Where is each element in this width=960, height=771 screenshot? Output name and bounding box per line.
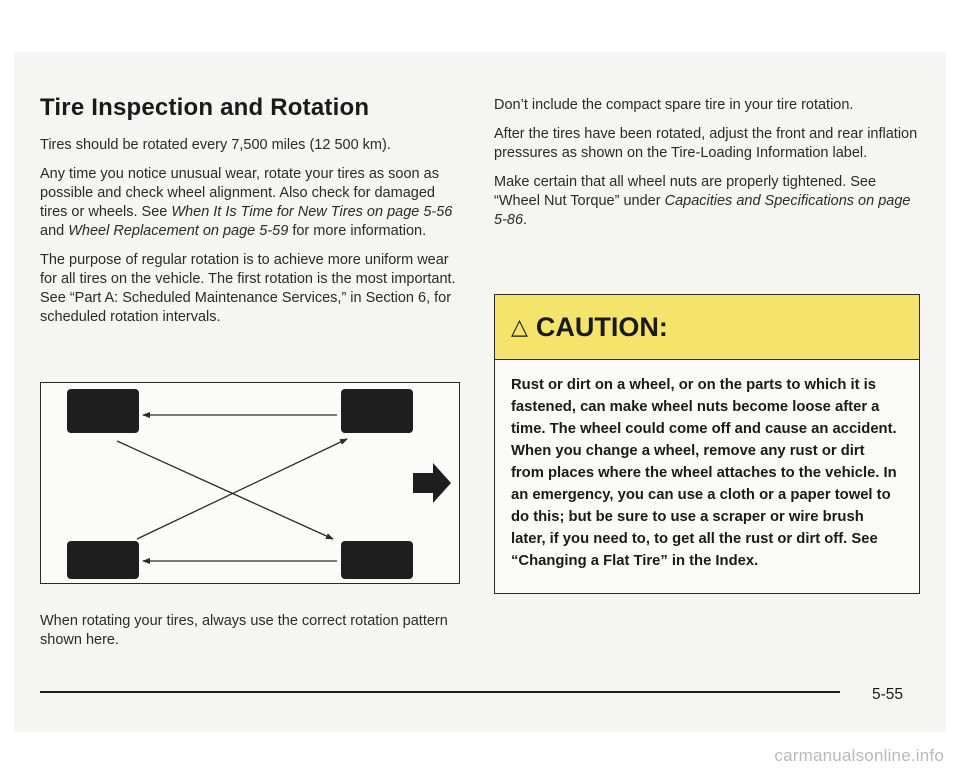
caution-body: Rust or dirt on a wheel, or on the parts to which it is fastened, can make wheel nuts become loose after a time. The wheel could come off and cause an accident. When you change a wheel, remove any rust or dirt from places where the wheel attaches to the vehicle. In an emergency, you can use a cloth or a paper towel to do this; but be sure to use a scraper or wire brush later, if you need to, to get all the rust or dirt off. See “Changing a Flat Tire” in the Index. <box>511 377 897 569</box>
rotation-pattern-diagram <box>40 382 460 584</box>
arrow-icon <box>137 439 347 539</box>
rotation-pattern-paragraph: When rotating your tires, always use the correct rotation pattern shown here. <box>40 613 448 648</box>
arrow-icon <box>117 441 333 539</box>
caution-header <box>495 295 919 360</box>
rotation-purpose-paragraph: The purpose of regular rotation is to achieve more uniform wear for all tires on the vehicle. The first rotation is the most important. See “Part A: Scheduled Maintenance Services,” in Section 6, for scheduled rotation intervals. <box>40 252 456 325</box>
unusual-wear-paragraph <box>40 165 460 241</box>
wheel-nuts-text: Make certain that all wheel nuts are properly tightened. See “Wheel Nut Torque” under <box>494 174 877 209</box>
after-diagram-text <box>40 612 460 660</box>
capacities-reference: Capacities and Specifications on page 5-86 <box>494 193 911 228</box>
watermark: carmanualsonline.info <box>774 746 944 765</box>
right-column <box>494 96 919 240</box>
rotation-interval-paragraph: Tires should be rotated every 7,500 miles (12 500 km). <box>40 137 391 153</box>
caution-box <box>494 294 920 594</box>
tire-icon <box>341 389 413 433</box>
unusual-wear-text-end: for more information. <box>288 223 427 239</box>
unusual-wear-text: Any time you notice unusual wear, rotate your tires as soon as possible and check wheel alignment. Also check for damaged tires or wheels. See <box>40 166 439 220</box>
wheel-nuts-text-end: . <box>523 212 528 228</box>
tire-icon <box>67 541 139 579</box>
page-number: 5-55 <box>872 686 904 703</box>
caution-title: CAUTION: <box>535 311 668 342</box>
tire-icon <box>341 541 413 579</box>
wheel-nuts-paragraph <box>494 173 919 230</box>
left-column <box>40 94 460 337</box>
new-tires-reference: When It Is Time for New Tires on page 5-56 <box>171 204 453 220</box>
wheel-replacement-reference: Wheel Replacement on page 5-59 <box>68 223 289 239</box>
front-direction-arrow-icon <box>413 463 451 503</box>
rotation-pattern-svg <box>41 383 459 583</box>
warning-triangle-icon: △ <box>511 314 528 339</box>
section-heading: Tire Inspection and Rotation <box>40 94 370 121</box>
tire-icon <box>67 389 139 433</box>
unusual-wear-text-and: and <box>40 223 69 239</box>
inflation-paragraph: After the tires have been rotated, adjust the front and rear inflation pressures as shown on the Tire-Loading Information label. <box>494 126 918 161</box>
footer-rule <box>40 691 840 693</box>
spare-tire-paragraph: Don’t include the compact spare tire in your tire rotation. <box>494 97 854 113</box>
